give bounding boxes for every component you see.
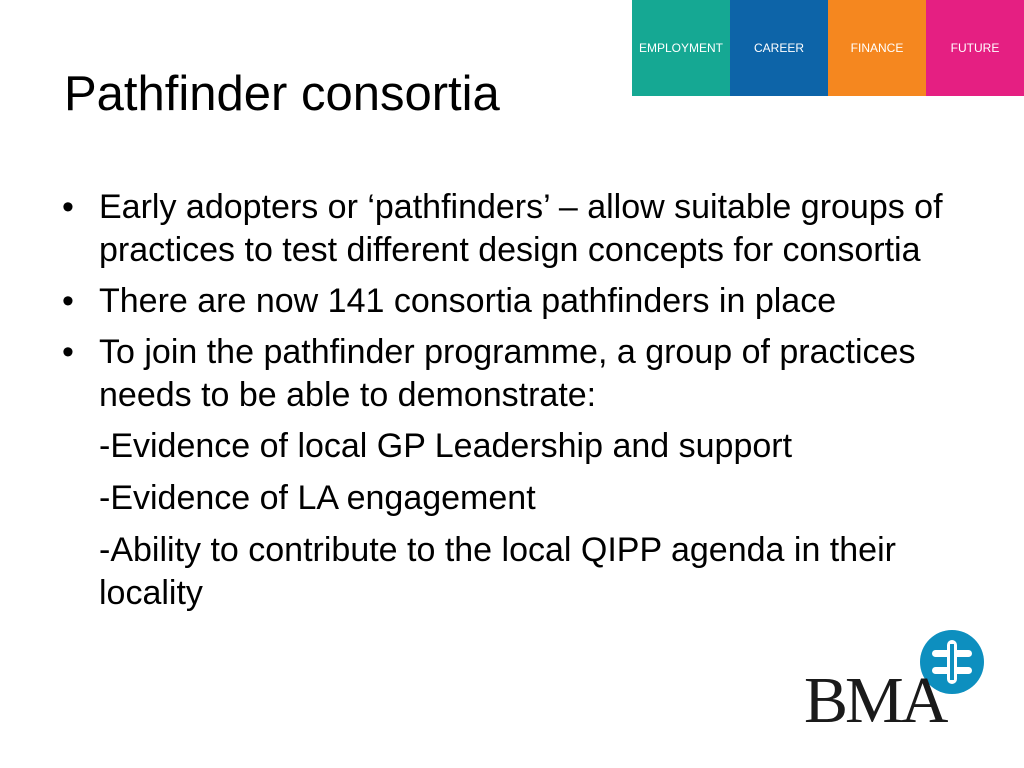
slide-body	[62, 186, 962, 624]
bullet-text: There are now 141 consortia pathfinders in place	[99, 282, 837, 320]
bullet-marker: •	[62, 282, 74, 320]
sub-item: -Evidence of local GP Leadership and support	[99, 427, 793, 465]
bullet-item	[62, 331, 962, 417]
tab-career[interactable]: CAREER	[730, 0, 828, 96]
tab-finance[interactable]: FINANCE	[828, 0, 926, 96]
bullet-text: To join the pathfinder programme, a group of practices needs to be able to demonstrate:	[99, 333, 916, 414]
sub-item: -Ability to contribute to the local QIPP agenda in their locality	[99, 531, 896, 612]
category-tabs	[632, 0, 1024, 96]
bullet-item	[62, 280, 962, 323]
sub-item: -Evidence of LA engagement	[99, 479, 536, 517]
tab-employment[interactable]: EMPLOYMENT	[632, 0, 730, 96]
slide-title: Pathfinder consortia	[64, 67, 500, 121]
tab-future[interactable]: FUTURE	[926, 0, 1024, 96]
bullet-text: Early adopters or ‘pathfinders’ – allow suitable groups of practices to test different design concepts for consortia	[99, 188, 943, 269]
bma-logo-text: BMA	[804, 664, 946, 737]
bullet-marker: •	[62, 333, 74, 371]
bullet-marker: •	[62, 188, 74, 226]
bullet-item	[62, 186, 962, 272]
